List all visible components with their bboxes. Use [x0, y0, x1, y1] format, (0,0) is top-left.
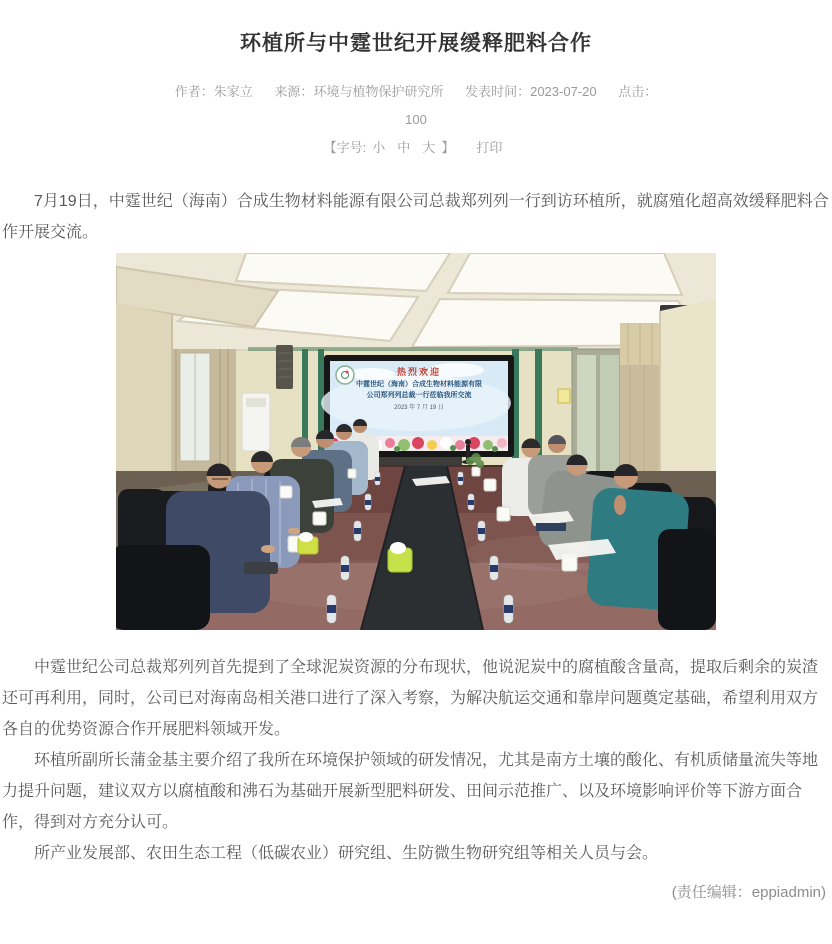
source-value: 环境与植物保护研究所 [313, 84, 444, 99]
page-title: 环植所与中霆世纪开展缓释肥料合作 [240, 32, 592, 55]
institute-logo-icon [336, 366, 354, 384]
fontsize-toolbar [0, 134, 832, 162]
slide-visit-line: 公司郑列列总裁一行莅临我所交流 [366, 392, 472, 399]
hits-value: 100 [405, 112, 427, 127]
editor-note: (责任编辑：eppiadmin) [671, 884, 826, 901]
paragraph-institute: 环植所副所长蒲金基主要介绍了我所在环境保护领域的研发情况，尤其是南方土壤的酸化、有机质储量流失等地力提升问题，建议双方以腐植酸和沸石为基础开展新型肥料研发、田间示范推广、以及环境影响评价等下游方面合作，得到对方充分认可。 [2, 752, 819, 831]
hits-label: 点击： [618, 84, 658, 99]
source-label: 来源： [274, 84, 314, 99]
paragraph-intro: 7月19日，中霆世纪（海南）合成生物材料能源有限公司总裁郑列列一行到访环植所，就腐殖化超高效缓释肥料合作开展交流。 [2, 193, 829, 241]
fontsize-medium-button[interactable]: 中 [397, 140, 411, 155]
fontsize-large-button[interactable]: 大 [422, 140, 436, 155]
date-label: 发表时间： [465, 84, 531, 99]
fontsize-prefix: 【字号: [323, 140, 367, 155]
fontsize-suffix: 】 [441, 140, 455, 155]
meeting-room-illustration [116, 253, 716, 630]
article-page [0, 30, 832, 905]
wall-speaker [276, 345, 293, 389]
article-photo [116, 253, 716, 630]
notebook [536, 523, 566, 531]
author-label: 作者： [174, 84, 214, 99]
ac-unit [242, 393, 270, 451]
window-left [172, 349, 236, 473]
fontsize-small-button[interactable]: 小 [372, 140, 386, 155]
meta-line [0, 78, 832, 106]
print-button[interactable]: 打印 [476, 140, 503, 155]
date-value: 2023-07-20 [530, 84, 597, 99]
author-value: 朱家立 [213, 84, 253, 99]
paragraph-attendees: 所产业发展部、农田生态工程（低碳农业）研究组、生防微生物研究组等相关人员与会。 [34, 845, 659, 862]
slide-date-line: 2023 年 7 月 19 日 [394, 405, 444, 411]
paragraph-company: 中霆世纪公司总裁郑列列首先提到了全球泥炭资源的分布现状，他说泥炭中的腐植酸含量高，提取后剩余的炭渣还可再利用，同时，公司已对海南岛相关港口进行了深入考察，为解决航运交通和靠岸问题奠定基础，希望利用双方各自的优势资源合作开展肥料领域开发。 [2, 659, 819, 738]
article-meta [0, 78, 832, 162]
slide-company-line: 中霆世纪（海南）合成生物材料能源有限 [356, 381, 482, 388]
slide-welcome: 热烈欢迎 [396, 367, 441, 377]
mobile-phone [244, 562, 278, 574]
